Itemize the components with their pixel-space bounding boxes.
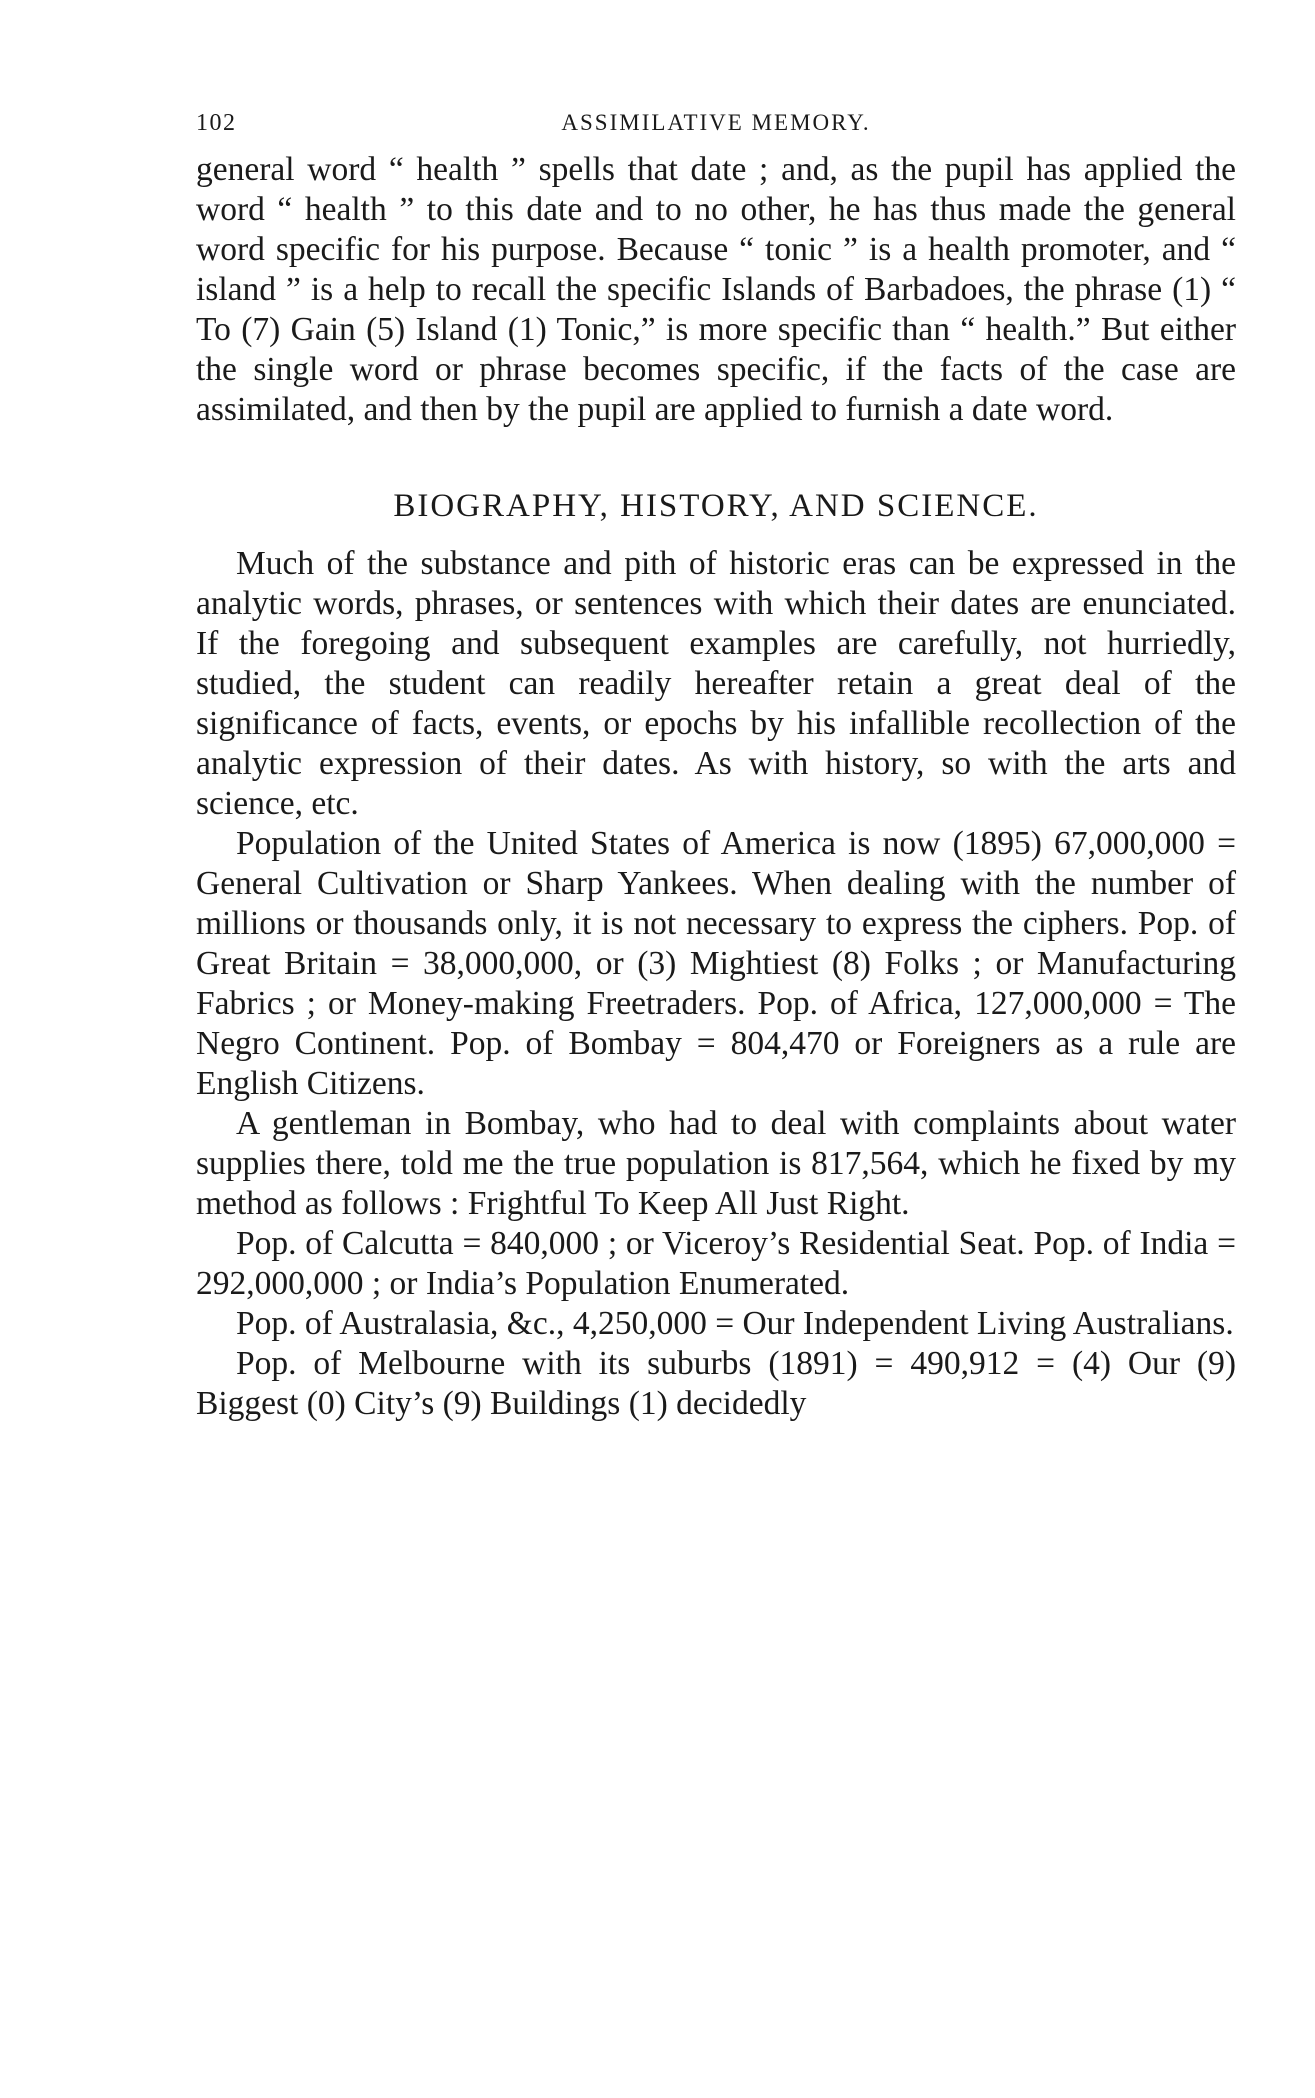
paragraph: Pop. of Australasia, &c., 4,250,000 = Our Independent Living Australians. — [236, 1305, 1234, 1342]
paragraph: A gentleman in Bombay, who had to deal with complaints about water supplies there, told me the true population is 817,564, which he fixed by my method as follows : Frightful To Keep All Just Right. — [196, 1105, 1236, 1222]
body-text — [196, 150, 1236, 1424]
running-title: ASSIMILATIVE MEMORY. — [561, 110, 871, 135]
paragraph: Much of the substance and pith of historic eras can be expressed in the analytic words, phrases, or sentences with which their dates are enunciated. If the foregoing and subsequent examples are carefully, not hurriedly, studied, the student can readily hereafter retain a great deal of the significance of facts, events, or epochs by his infallible recollection of the analytic expression of their dates. As with history, so with the arts and science, etc. — [196, 545, 1236, 822]
running-head — [196, 110, 1236, 150]
paragraph: Pop. of Calcutta = 840,000 ; or Viceroy’s Residential Seat. Pop. of India = 292,000,000 ; or India’s Population Enumerated. — [196, 1225, 1236, 1302]
paragraph: Pop. of Melbourne with its suburbs (1891) = 490,912 = (4) Our (9) Biggest (0) City’s (9) Buildings (1) decidedly — [196, 1345, 1236, 1422]
paragraph-continuation: general word “ health ” spells that date ; and, as the pupil has applied the word “ health ” to this date and to no other, he has thus made the general word specific for his purpose. Because “ tonic ” is a health promoter, and “ island ” is a help to recall the specific Islands of Barbadoes, the phrase (1) “ To (7) Gain (5) Island (1) Tonic,” is more specific than “ health.” But either the single word or phrase becomes specific, if the facts of the case are assimilated, and then by the pupil are applied to furnish a date word. — [196, 151, 1236, 428]
page-number: 102 — [196, 110, 237, 136]
page — [196, 110, 1236, 1424]
paragraph: Population of the United States of America is now (1895) 67,000,000 = General Cultivation or Sharp Yankees. When dealing with the number of millions or thousands only, it is not necessary to express the ciphers. Pop. of Great Britain = 38,000,000, or (3) Mightiest (8) Folks ; or Manufacturing Fabrics ; or Money-making Freetraders. Pop. of Africa, 127,000,000 = The Negro Continent. Pop. of Bombay = 804,470 or Foreigners as a rule are English Citizens. — [196, 825, 1236, 1102]
section-heading: BIOGRAPHY, HISTORY, AND SCIENCE. — [393, 488, 1039, 524]
